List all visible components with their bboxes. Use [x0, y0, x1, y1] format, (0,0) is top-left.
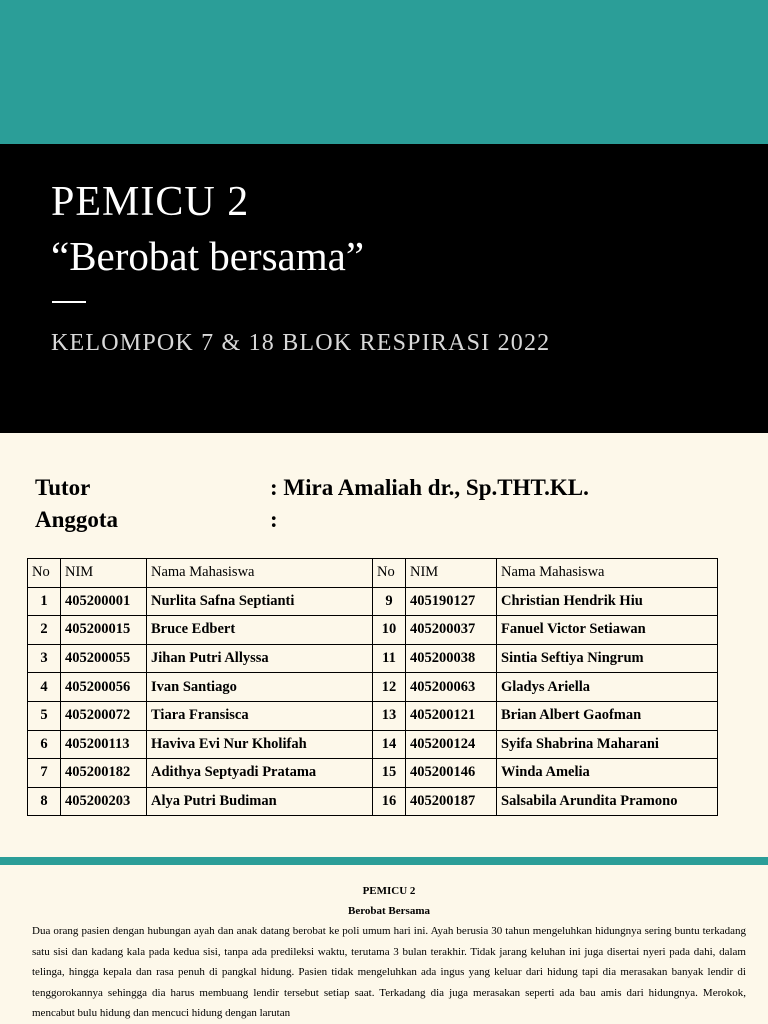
student-nim: 405200121	[406, 701, 497, 730]
row-number: 11	[373, 644, 406, 673]
table-row	[28, 616, 718, 645]
row-number: 15	[373, 759, 406, 788]
row-number: 12	[373, 673, 406, 702]
student-nim: 405200182	[61, 759, 147, 788]
row-number: 10	[373, 616, 406, 645]
document-subheading: Berobat Bersama	[348, 905, 430, 917]
top-accent-band	[0, 0, 768, 144]
student-name: Jihan Putri Allyssa	[147, 644, 373, 673]
table-row	[28, 787, 718, 816]
table-row	[28, 644, 718, 673]
student-name: Adithya Septyadi Pratama	[147, 759, 373, 788]
title-divider	[52, 301, 86, 303]
student-name: Ivan Santiago	[147, 673, 373, 702]
student-name: Winda Amelia	[497, 759, 718, 788]
title-block	[0, 144, 768, 433]
anggota-label: Anggota	[35, 507, 119, 532]
student-nim: 405200146	[406, 759, 497, 788]
column-header: No	[28, 559, 61, 588]
student-nim: 405200063	[406, 673, 497, 702]
anggota-value: :	[270, 507, 278, 532]
table-row	[28, 673, 718, 702]
table-header-row	[28, 559, 718, 588]
document-heading: PEMICU 2	[362, 885, 416, 897]
student-name: Tiara Fransisca	[147, 701, 373, 730]
student-nim: 405200113	[61, 730, 147, 759]
table-row	[28, 730, 718, 759]
student-nim: 405200001	[61, 587, 147, 616]
row-number: 5	[28, 701, 61, 730]
column-header: No	[373, 559, 406, 588]
table-row	[28, 587, 718, 616]
document-preview	[32, 881, 746, 1024]
row-number: 7	[28, 759, 61, 788]
student-nim: 405200124	[406, 730, 497, 759]
row-number: 16	[373, 787, 406, 816]
members-table	[27, 558, 718, 816]
column-header: Nama Mahasiswa	[497, 559, 718, 588]
row-number: 13	[373, 701, 406, 730]
student-name: Salsabila Arundita Pramono	[497, 787, 718, 816]
column-header: NIM	[61, 559, 147, 588]
student-name: Nurlita Safna Septianti	[147, 587, 373, 616]
column-header: NIM	[406, 559, 497, 588]
tutor-value: : Mira Amaliah dr., Sp.THT.KL.	[270, 475, 589, 500]
student-name: Sintia Seftiya Ningrum	[497, 644, 718, 673]
row-number: 8	[28, 787, 61, 816]
student-nim: 405190127	[406, 587, 497, 616]
student-nim: 405200037	[406, 616, 497, 645]
student-nim: 405200072	[61, 701, 147, 730]
student-nim: 405200015	[61, 616, 147, 645]
student-nim: 405200203	[61, 787, 147, 816]
tutor-label: Tutor	[35, 475, 91, 500]
row-number: 9	[373, 587, 406, 616]
student-name: Fanuel Victor Setiawan	[497, 616, 718, 645]
page-subtitle: “Berobat bersama”	[51, 233, 365, 279]
row-number: 1	[28, 587, 61, 616]
section-divider	[0, 857, 768, 865]
table-row	[28, 759, 718, 788]
row-number: 4	[28, 673, 61, 702]
student-name: Christian Hendrik Hiu	[497, 587, 718, 616]
student-name: Gladys Ariella	[497, 673, 718, 702]
row-number: 14	[373, 730, 406, 759]
student-name: Syifa Shabrina Maharani	[497, 730, 718, 759]
student-nim: 405200038	[406, 644, 497, 673]
page-title: PEMICU 2	[51, 179, 250, 225]
student-nim: 405200055	[61, 644, 147, 673]
row-number: 3	[28, 644, 61, 673]
student-nim: 405200056	[61, 673, 147, 702]
student-name: Haviva Evi Nur Kholifah	[147, 730, 373, 759]
row-number: 6	[28, 730, 61, 759]
row-number: 2	[28, 616, 61, 645]
document-paragraph: Dua orang pasien dengan hubungan ayah dan anak datang berobat ke poli umum hari ini. Ayah berusia 30 tahun mengeluhkan hidungnya sering buntu terkadang satu sisi dan kadang kala pada kedua sisi, tanpa ada predileksi waktu, terutama 3 bulan terakhir. Tidak jarang keluhan ini juga disertai nyeri pada dahi, dalam telinga, hingga kepala dan rasa penuh di pangkal hidung. Pasien tidak mengeluhkan ada ingus yang keluar dari hidung tapi dia merasakan banyak lendir di tenggorokannya sehingga dia harus membuang lendir tersebut setiap saat. Terkadang dia juga merasakan seperti ada bau amis dari hidungnya. Merokok, mencabut bulu hidung dan mencuci hidung dengan larutan	[32, 925, 746, 1019]
student-name: Bruce Edbert	[147, 616, 373, 645]
student-nim: 405200187	[406, 787, 497, 816]
student-name: Brian Albert Gaofman	[497, 701, 718, 730]
column-header: Nama Mahasiswa	[147, 559, 373, 588]
student-name: Alya Putri Budiman	[147, 787, 373, 816]
group-label: KELOMPOK 7 & 18 BLOK RESPIRASI 2022	[51, 330, 551, 356]
table-row	[28, 701, 718, 730]
